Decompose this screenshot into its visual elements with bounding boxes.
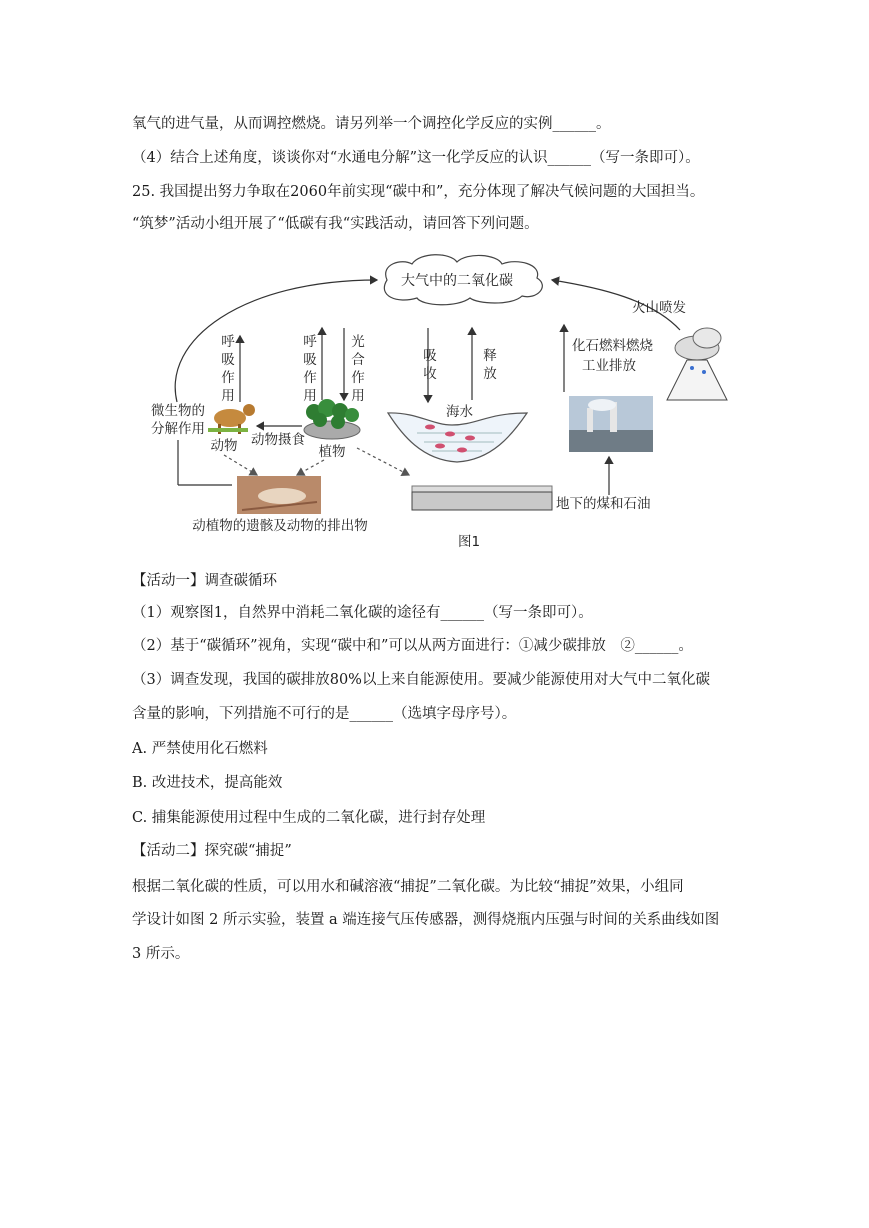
plant-label: 植物 (318, 444, 346, 460)
decomp-label-1: 微生物的 (151, 403, 205, 419)
volcano-icon (667, 328, 727, 400)
plant-resp-3: 作 (303, 370, 317, 386)
animal-resp-1: 呼 (221, 334, 235, 350)
decomp-label-2: 分解作用 (151, 421, 205, 437)
photo-4: 用 (351, 388, 365, 404)
coal-label: 地下的煤和石油 (556, 496, 651, 512)
question-1: （1）观察图1，自然界中消耗二氧化碳的途径有______（写一条即可）。 (132, 605, 593, 621)
remains-label: 动植物的遗骸及动物的排出物 (192, 518, 368, 534)
absorb-label-2: 收 (423, 366, 437, 382)
question-25-intro: 25. 我国提出努力争取在2060年前实现“碳中和”，充分体现了解决气候问题的大国担当。 (132, 184, 705, 200)
option-b: B. 改进技术，提高能效 (132, 775, 283, 791)
activity-1-heading: 【活动一】调查碳循环 (132, 573, 277, 589)
plant-resp-4: 用 (303, 388, 317, 404)
figure-caption: 图1 (457, 534, 481, 550)
underground-layer (412, 486, 552, 510)
plant-icon (304, 399, 360, 439)
animal-resp-4: 用 (221, 388, 235, 404)
paragraph-line-3: 3 所示。 (132, 946, 190, 962)
atmosphere-cloud (384, 255, 542, 305)
sea-basin (388, 413, 527, 462)
animal-resp-3: 作 (221, 370, 235, 386)
animal-icon (208, 404, 255, 434)
volcano-label: 火山喷发 (632, 300, 686, 316)
question-3-line-2: 含量的影响，下列措施不可行的是______（选填字母序号）。 (132, 706, 517, 722)
photo-1: 光 (351, 334, 365, 350)
fossil-fuel-label: 化石燃料燃烧 (572, 338, 653, 354)
plant-resp-2: 吸 (303, 352, 317, 368)
eat-label: 动物摄食 (251, 432, 305, 448)
option-c: C. 捕集能源使用过程中生成的二氧化碳，进行封存处理 (132, 810, 486, 826)
plant-resp-1: 呼 (303, 334, 317, 350)
text-line-1: 氧气的进气量，从而调控燃烧。请另列举一个调控化学反应的实例______。 (132, 116, 611, 132)
seawater-label: 海水 (446, 404, 473, 420)
photo-3: 作 (351, 370, 365, 386)
animal-label: 动物 (210, 438, 238, 454)
question-2: （2）基于“碳循环”视角，实现“碳中和”可以从两方面进行：①减少碳排放 ②______。 (132, 638, 693, 654)
remains-image (237, 476, 321, 514)
photo-2: 合 (351, 352, 365, 368)
cloud-label: 大气中的二氧化碳 (401, 273, 513, 289)
absorb-label-1: 吸 (423, 348, 437, 364)
option-a: A. 严禁使用化石燃料 (132, 741, 268, 757)
factory-image (569, 396, 653, 452)
question-4: （4）结合上述角度，谈谈你对“水通电分解”这一化学反应的认识______（写一条即可）。 (132, 150, 700, 166)
question-25-intro-2: “筑梦”活动小组开展了“低碳有我“实践活动，请回答下列问题。 (132, 216, 539, 232)
animal-resp-2: 吸 (221, 352, 235, 368)
activity-2-heading: 【活动二】探究碳“捕捉” (132, 843, 292, 859)
release-label-1: 释 (483, 348, 497, 364)
release-label-2: 放 (483, 366, 497, 382)
paragraph-line-2: 学设计如图 2 所示实验，装置 a 端连接气压传感器，测得烧瓶内压强与时间的关系曲线如图 (132, 912, 720, 928)
carbon-cycle-diagram (132, 250, 742, 560)
industry-label: 工业排放 (582, 358, 636, 374)
question-3-line-1: （3）调查发现，我国的碳排放80%以上来自能源使用。要减少能源使用对大气中二氧化碳 (132, 672, 710, 688)
paragraph-line-1: 根据二氧化碳的性质，可以用水和碱溶液“捕捉”二氧化碳。为比较“捕捉”效果，小组同 (132, 879, 684, 895)
